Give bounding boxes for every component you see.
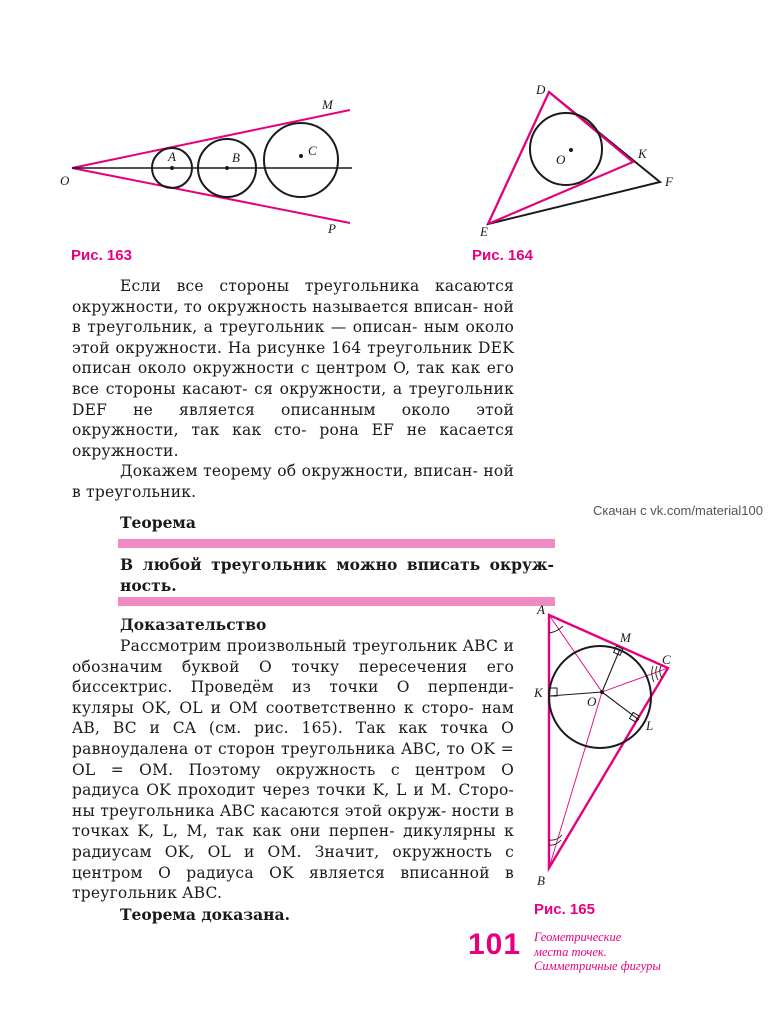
figure-163 [60,95,360,240]
theorem-heading: Теорема [120,513,196,532]
figure-164 [470,78,690,243]
angle-mark-b2 [549,835,562,840]
running-title-line: места точек. [534,944,607,959]
label-b: B [537,873,545,888]
label-m: M [322,97,333,112]
label-o: O [60,173,70,188]
figure-165 [525,600,685,895]
caption-fig-163: Рис. 163 [71,247,132,264]
angle-mark-c1 [652,666,654,682]
incircle-center [569,148,573,152]
running-title-line: Симметричные фигуры [534,959,661,973]
label-m: M [620,630,631,645]
label-l: L [646,718,654,733]
line-o-c [602,668,668,692]
incircle [530,113,602,185]
theorem-bar-top [118,539,555,548]
label-e: E [480,224,488,239]
theorem-statement: В любой треугольник можно вписать окруж- ность. [120,555,554,595]
incircle [549,646,654,748]
center-b [225,166,229,170]
radius-ol [602,692,639,720]
label-k: K [534,685,543,700]
center-c [299,154,303,158]
triangle-abc [549,615,668,868]
label-a: A [537,602,545,617]
proof-heading: Доказательство [120,615,267,634]
watermark: Скачан с vk.com/material100 [593,503,763,518]
proof-text: Рассмотрим произвольный треугольник ABC и обозначим буквой O точку пересечения его биссектрис. Проведём из точки O перпенди- куляры OK, OL и OM соответственно к сторо- нам AB, BC и CA (см. рис. 165). Так как точка O равноудалена от сторон треугольника ABC, то OK = OL = OM. Поэтому окружность с центром O радиуса OK проходит через точки K, L и M. Сторо- ны треугольника ABC касаются этой окруж- ности в точках K, L, M, так как они перпен- дикулярны к радиусам OK, OL и OM. Значит, окружность с центром O радиуса OK является вписанной в треугольник ABC. [72,637,514,903]
running-title [534,930,734,974]
label-f: F [665,174,673,189]
label-b: B [232,150,240,165]
prove-intro-text: Докажем теорему об окружности, вписан- ной в треугольник. [72,462,514,501]
ray-om [72,110,350,168]
caption-fig-164: Рис. 164 [472,247,533,264]
label-p: P [328,221,336,236]
label-d: D [536,82,546,97]
proof-paragraph [72,636,514,904]
intro-paragraph [72,276,514,503]
point-o [600,690,604,694]
angle-mark-b1 [549,840,561,845]
label-o: O [556,152,566,167]
running-title-line: Геометрические [534,930,622,944]
line-o-b [549,692,602,868]
angle-mark-c2 [656,666,658,680]
label-c: C [308,143,317,158]
page-number: 101 [468,928,522,961]
radius-om [602,649,620,692]
proof-end: Теорема доказана. [120,905,290,924]
circle-c [264,123,338,197]
caption-fig-165: Рис. 165 [534,901,595,918]
label-c: C [662,652,671,667]
intro-text: Если все стороны треугольника касаются окружности, то окружность называется вписан- ной в треугольник, а треугольник — описан- ным около этой окружности. На рисунке 164 треугольник DEK описан около окружности с центром O, так как его все стороны касают- ся окружности, а треугольник DEF не является описанным около этой окружности, так как сто- рона EF не касается окружности. [72,277,514,460]
label-o: O [587,694,597,709]
center-a [170,166,174,170]
label-k: K [638,146,647,161]
angle-mark-c3 [660,666,662,678]
theorem-bar-bottom [118,597,555,606]
label-a: A [168,149,176,164]
